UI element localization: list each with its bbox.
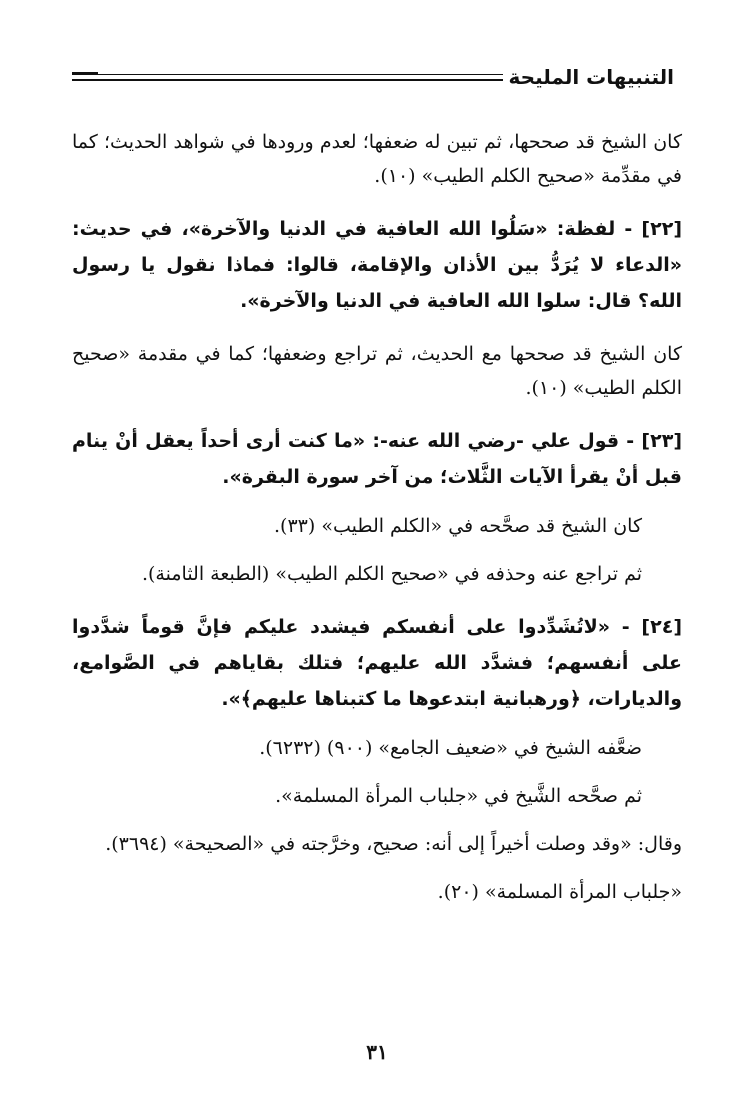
paragraph-5: كان الشيخ قد صحَّحه في «الكلم الطيب» (٣٣).	[274, 515, 642, 537]
paragraph-3: كان الشيخ قد صححها مع الحديث، ثم تراجع وضعفها؛ كما في مقدمة «صحيح الكلم الطيب» (١٠).	[72, 343, 682, 399]
running-header	[72, 62, 682, 92]
paragraph-9: ثم صحَّحه الشَّيخ في «جلباب المرأة المسلمة».	[275, 785, 642, 807]
page-number: ٣١	[366, 1040, 388, 1064]
paragraph-11: «جلباب المرأة المسلمة» (٢٠).	[437, 881, 682, 903]
paragraph-1: كان الشيخ قد صححها، ثم تبين له ضعفها؛ لعدم ورودها في شواهد الحديث؛ كما في مقدِّمة «صحيح الكلم الطيب» (١٠).	[72, 131, 682, 187]
entry-24: [٢٤] - «لاتُشَدِّدوا على أنفسكم فيشدد عليكم فإنَّ قوماً شدَّدوا على أنفسهم؛ فشدَّد الله عليهم؛ فتلك بقاياهم في الصَّوامع، والديارات، ﴿ورهبانية ابتدعوها ما كتبناها عليهم﴾».	[72, 616, 682, 710]
paragraph-10: وقال: «وقد وصلت أخيراً إلى أنه: صحيح، وخرَّجته في «الصحيحة» (٣٦٩٤).	[105, 833, 682, 855]
page-body	[72, 125, 682, 927]
header-title: التنبيهات المليحة	[503, 62, 682, 92]
entry-22: [٢٢] - لفظة: «سَلُوا الله العافية في الدنيا والآخرة»، في حديث: «الدعاء لا يُرَدُّ بين الأذان والإقامة، قالوا: فماذا نقول يا رسول الله؟ قال: سلوا الله العافية في الدنيا والآخرة».	[72, 218, 682, 312]
entry-23: [٢٣] - قول علي -رضي الله عنه-: «ما كنت أرى أحداً يعقل أنْ ينام قبل أنْ يقرأ الآيات الثَّلاث؛ من آخر سورة البقرة».	[72, 430, 682, 488]
paragraph-8: ضعَّفه الشيخ في «ضعيف الجامع» (٩٠٠) (٦٢٣٢).	[259, 737, 642, 759]
paragraph-6: ثم تراجع عنه وحذفه في «صحيح الكلم الطيب» (الطبعة الثامنة).	[141, 563, 642, 585]
header-dash	[72, 72, 98, 74]
